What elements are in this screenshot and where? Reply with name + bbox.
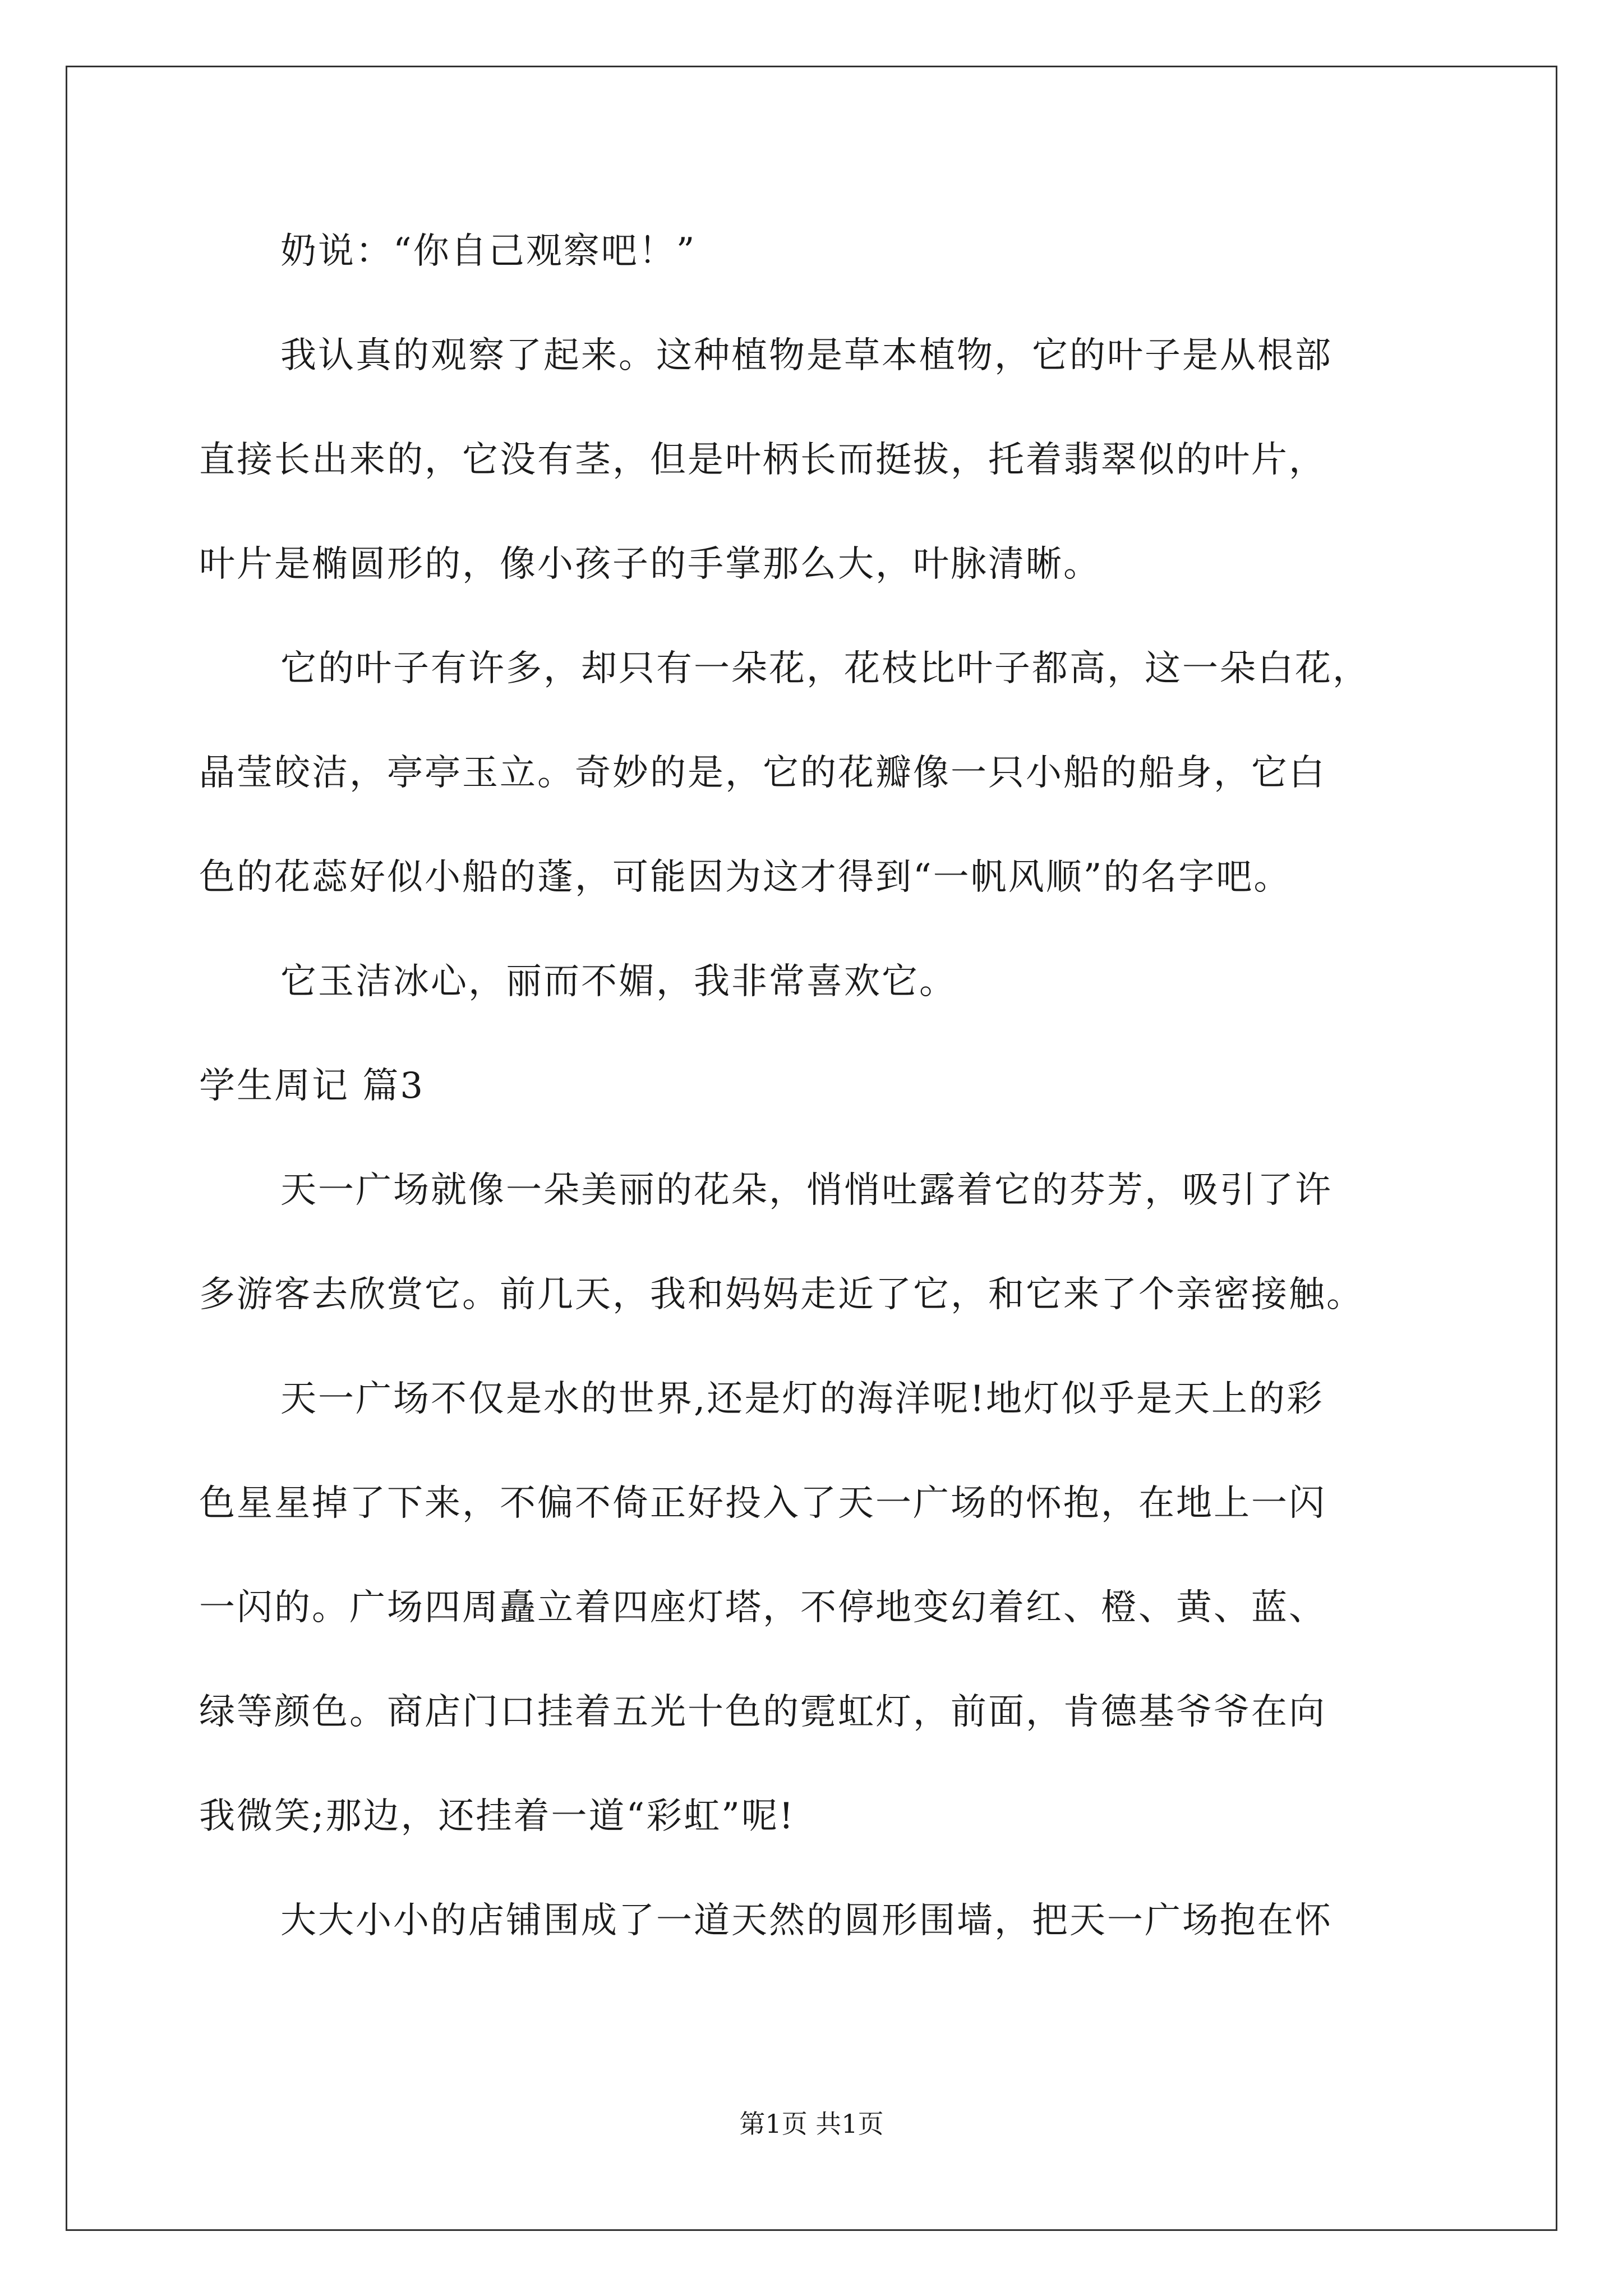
text-line-6: 晶莹皎洁，亭亭玉立。奇妙的是，它的花瓣像一只小船的船身，它白 [199,752,1326,794]
document-body [199,199,1433,1973]
text-line-15: 绿等颜色。商店门口挂着五光十色的霓虹灯，前面，肯德基爷爷在向 [199,1691,1326,1733]
text-line-5: 它的叶子有许多，却只有一朵花，花枝比叶子都高，这一朵白花， [280,648,1370,689]
text-line-17: 大大小小的店铺围成了一道天然的圆形围墙，把天一广场抱在怀 [280,1900,1332,1941]
text-line-3: 直接长出来的，它没有茎，但是叶柄长而挺拔，托着翡翠似的叶片， [199,439,1326,481]
text-line-13: 色星星掉了下来，不偏不倚正好投入了天一广场的怀抱，在地上一闪 [199,1483,1326,1524]
text-line-2: 我认真的观察了起来。这种植物是草本植物，它的叶子是从根部 [280,335,1332,376]
text-line-7: 色的花蕊好似小船的蓬，可能因为这才得到“一帆风顺”的名字吧。 [199,857,1292,898]
text-line-8: 它玉洁冰心，丽而不媚，我非常喜欢它。 [280,961,957,1002]
text-line-10: 天一广场就像一朵美丽的花朵，悄悄吐露着它的芬芳，吸引了许 [280,1170,1332,1211]
section-heading: 学生周记 篇3 [199,1065,425,1107]
text-line-16: 我微笑;那边，还挂着一道“彩虹”呢! [199,1796,795,1837]
text-line-12: 天一广场不仅是水的世界,还是灯的海洋呢!地灯似乎是天上的彩 [280,1378,1325,1420]
text-line-14: 一闪的。广场四周矗立着四座灯塔，不停地变幻着红、橙、黄、蓝、 [199,1587,1326,1628]
text-line-11: 多游客去欣赏它。前几天，我和妈妈走近了它，和它来了个亲密接触。 [199,1274,1364,1315]
page-footer: 第1页 共1页 [739,2109,884,2139]
text-line-4: 叶片是椭圆形的，像小孩子的手掌那么大，叶脉清晰。 [199,544,1101,585]
text-line-1: 奶说：“你自己观察吧！” [280,231,697,272]
